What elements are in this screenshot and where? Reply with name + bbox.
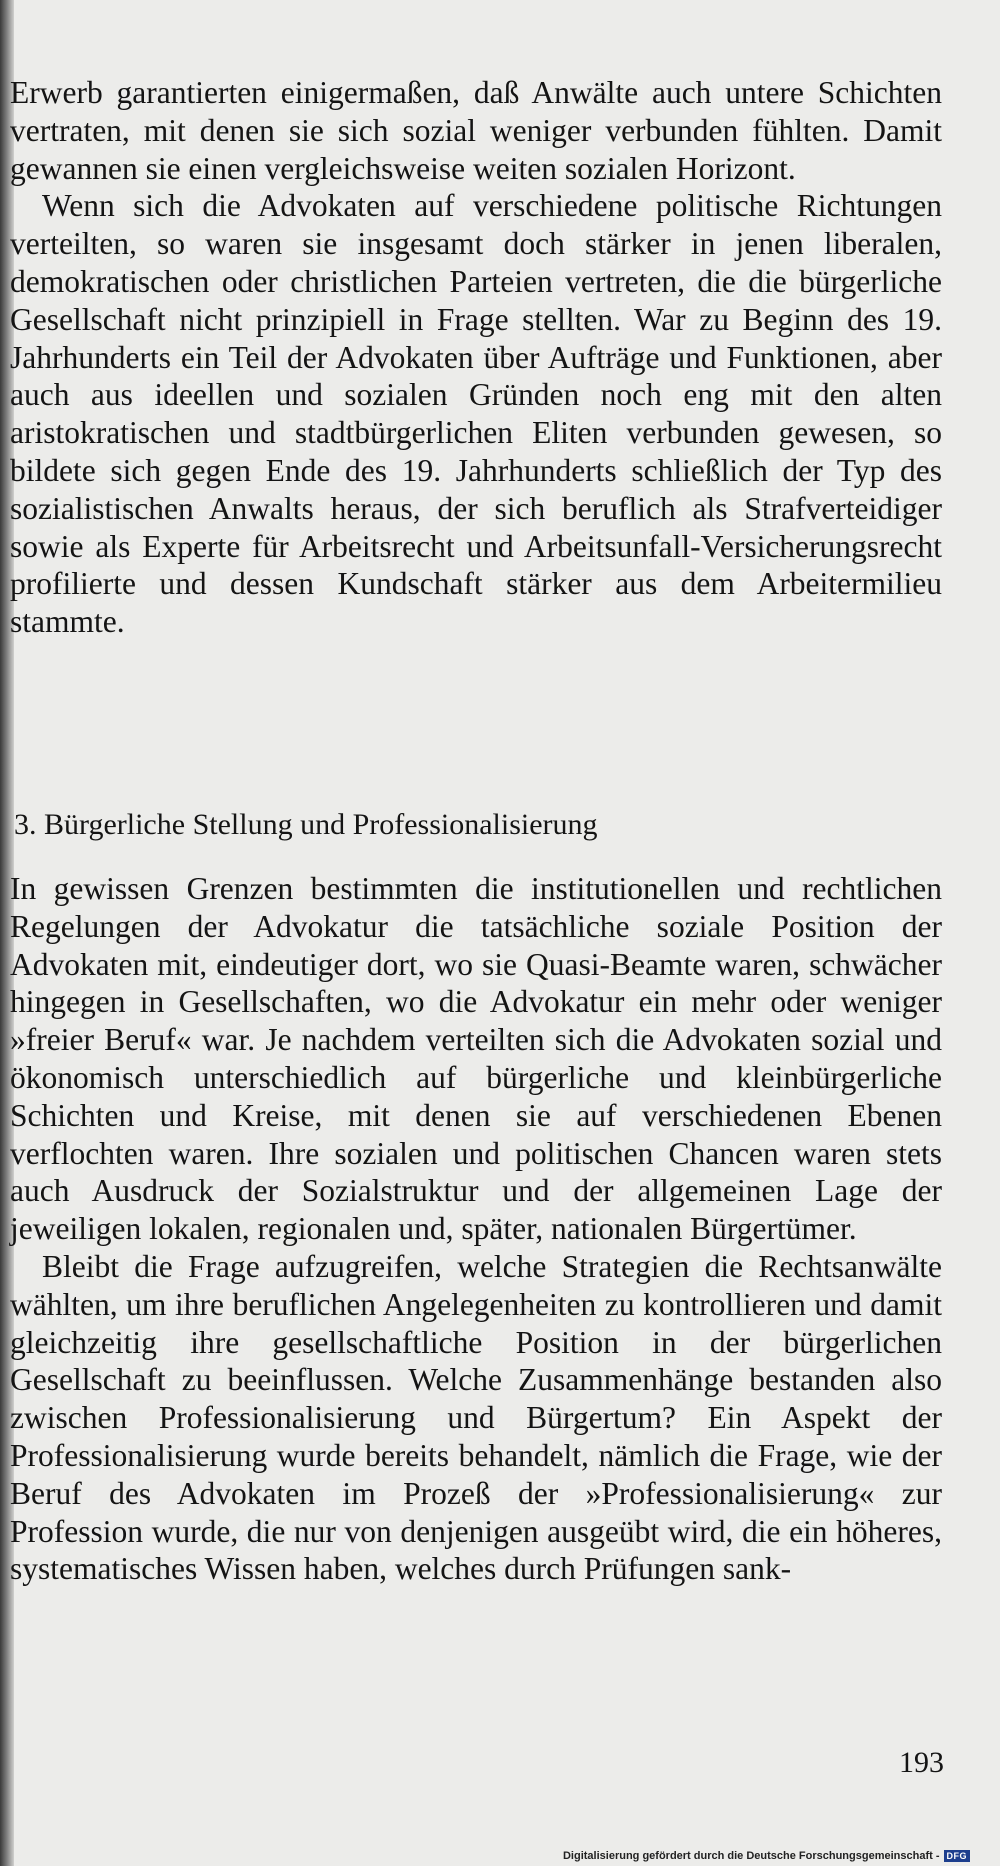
page-number: 193 [899, 1746, 944, 1779]
footer-text: Digitalisierung gefördert durch die Deutsche Forschungsgemeinschaft - [562, 1850, 940, 1862]
text-block-top [10, 74, 942, 641]
text-block-bottom [10, 870, 942, 1588]
dfg-logo-icon: DFG [944, 1850, 971, 1862]
paragraph: In gewissen Grenzen bestimmten die institutionellen und rechtlichen Regelungen der Advokatur die tatsächliche soziale Position der Advokaten mit, eindeutiger dort, wo sie Quasi-Beamte waren, schwächer hingegen in Gesellschaften, wo die Advokatur ein mehr oder weniger »freier Beruf« war. Je nachdem verteilten sich die Advokaten sozial und ökonomisch unterschiedlich auf bürgerliche und kleinbürgerliche Schichten und Kreise, mit denen sie auf verschiedenen Ebenen verflochten waren. Ihre sozialen und politischen Chancen waren stets auch Ausdruck der Sozialstruktur und der allgemeinen Lage der jeweiligen lokalen, regionalen und, später, nationalen Bürgertümer. [10, 871, 942, 1247]
digitization-footer [563, 1850, 970, 1862]
paragraph: Wenn sich die Advokaten auf verschiedene politische Richtungen verteilten, so waren sie insgesamt doch stärker in jenen liberalen, demokratischen oder christlichen Parteien vertreten, die die bürgerliche Gesellschaft nicht prinzipiell in Frage stellten. War zu Beginn des 19. Jahrhunderts ein Teil der Advokaten über Aufträge und Funktionen, aber auch aus ideellen und sozialen Gründen noch eng mit den alten aristokratischen und stadtbürgerlichen Eliten verbunden gewesen, so bildete sich gegen Ende des 19. Jahrhunderts schließlich der Typ des sozialistischen Anwalts heraus, der sich beruflich als Strafverteidiger sowie als Experte für Arbeitsrecht und Arbeitsunfall-Versicherungsrecht profilierte und dessen Kundschaft stärker aus dem Arbeitermilieu stammte. [10, 188, 942, 640]
paragraph: Erwerb garantierten einigermaßen, daß Anwälte auch untere Schichten vertraten, mit denen sie sich sozial weniger verbunden fühlten. Damit gewannen sie einen vergleichsweise weiten sozialen Horizont. [10, 75, 942, 186]
paragraph: Bleibt die Frage aufzugreifen, welche Strategien die Rechtsanwälte wählten, um ihre beruflichen Angelegenheiten zu kontrollieren und damit gleichzeitig ihre gesellschaftliche Position in der bürgerlichen Gesellschaft zu beeinflussen. Welche Zusammenhänge bestanden also zwischen Professionalisierung und Bürgertum? Ein Aspekt der Professionalisierung wurde bereits behandelt, nämlich die Frage, wie der Beruf des Advokaten im Prozeß der »Professionalisierung« zur Profession wurde, die nur von denjenigen ausgeübt wird, die ein höheres, systematisches Wissen haben, welches durch Prüfungen sank- [10, 1248, 942, 1587]
section-heading: 3. Bürgerliche Stellung und Professionalisierung [14, 808, 598, 841]
